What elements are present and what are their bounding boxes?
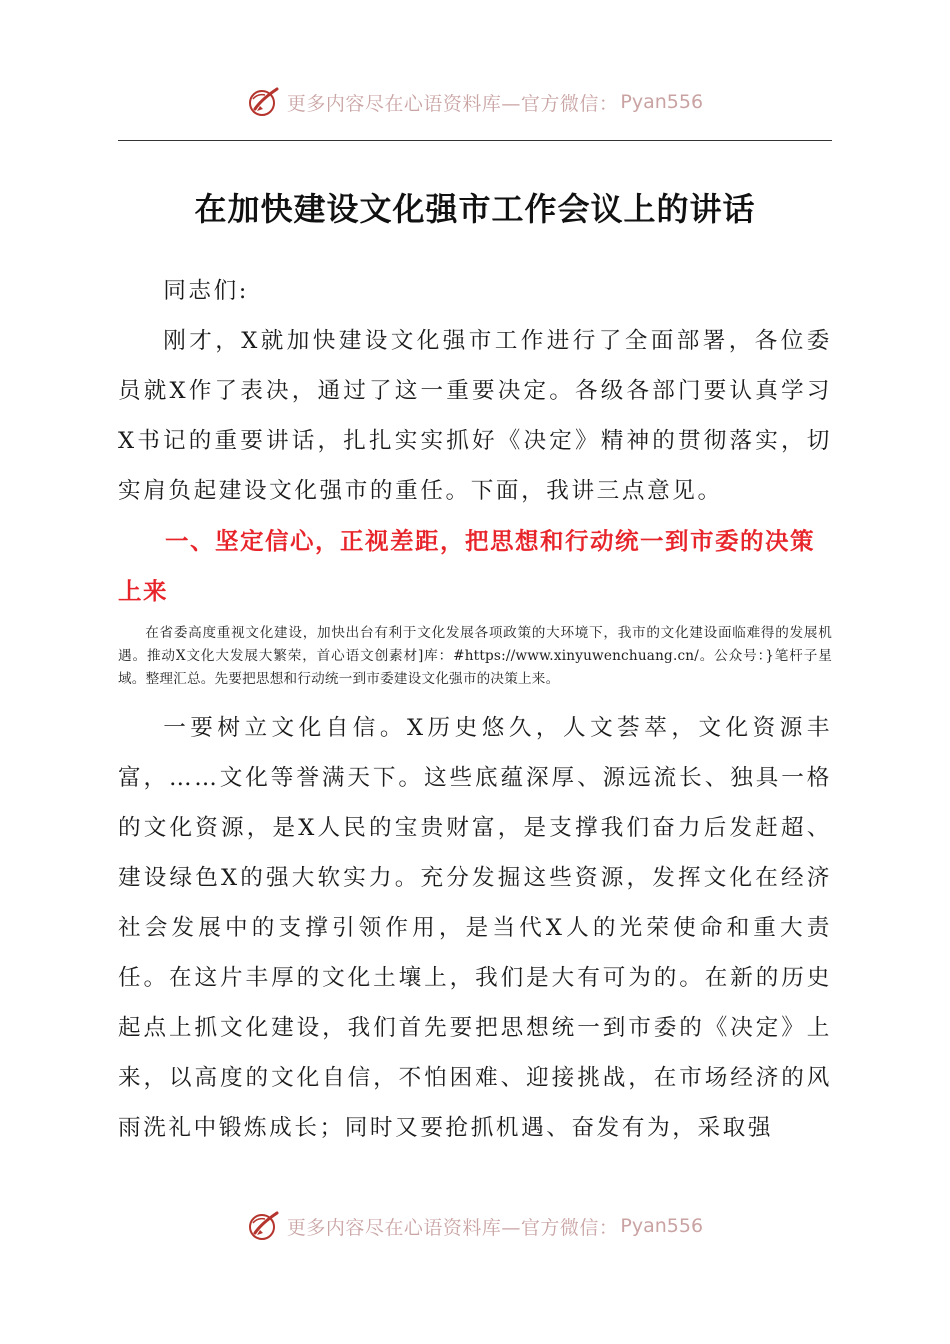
footer-banner	[0, 1206, 950, 1246]
header-banner	[0, 82, 950, 122]
header-wechat-id: Pyan556	[620, 91, 704, 113]
document-body	[118, 266, 832, 1153]
pen-logo-icon	[247, 1209, 281, 1243]
body-paragraph: 一要树立文化自信。X历史悠久，人文荟萃，文化资源丰富，……文化等誉满天下。这些底蕴深厚、源远流长、独具一格的文化资源，是X人民的宝贵财富，是支撑我们奋力后发赶超、建设绿色X的强大软实力。充分发掘这些资源，发挥文化在经济社会发展中的支撑引领作用，是当代X人的光荣使命和重大责任。在这片丰厚的文化土壤上，我们是大有可为的。在新的历史起点上抓文化建设，我们首先要把思想统一到市委的《决定》上来，以高度的文化自信，不怕困难、迎接挑战，在市场经济的风雨洗礼中锻炼成长；同时又要抢抓机遇、奋发有为，采取强	[118, 715, 832, 1141]
intro-paragraph: 刚才，X就加快建设文化强市工作进行了全面部署，各位委员就X作了表决，通过了这一重要决定。各级各部门要认真学习X书记的重要讲话，扎扎实实抓好《决定》精神的贯彻落实，切实肩负起建设文化强市的重任。下面，我讲三点意见。	[118, 328, 832, 504]
pen-logo-icon	[247, 85, 281, 119]
footer-wechat-id: Pyan556	[620, 1215, 704, 1237]
header-rule	[118, 140, 832, 141]
page-title: 在加快建设文化强市工作会议上的讲话	[194, 190, 756, 228]
salutation: 同志们:	[163, 278, 249, 304]
small-note-paragraph: 在省委高度重视文化建设，加快出台有利于文化发展各项政策的大环境下，我市的文化建设面临难得的发展机遇。推动X文化大发展大繁荣，首心语文创素材]库：#https://www.xinyuwenchuang.cn/。公众号：}笔杆子星域。整理汇总。先要把思想和行动统一到市委建设文化强市的决策上来。	[118, 625, 832, 687]
footer-banner-text: 更多内容尽在心语资料库—官方微信：	[286, 1216, 619, 1239]
header-banner-text: 更多内容尽在心语资料库—官方微信：	[286, 92, 619, 115]
section-heading: 一、坚定信心，正视差距，把思想和行动统一到市委的决策上来	[118, 527, 815, 605]
